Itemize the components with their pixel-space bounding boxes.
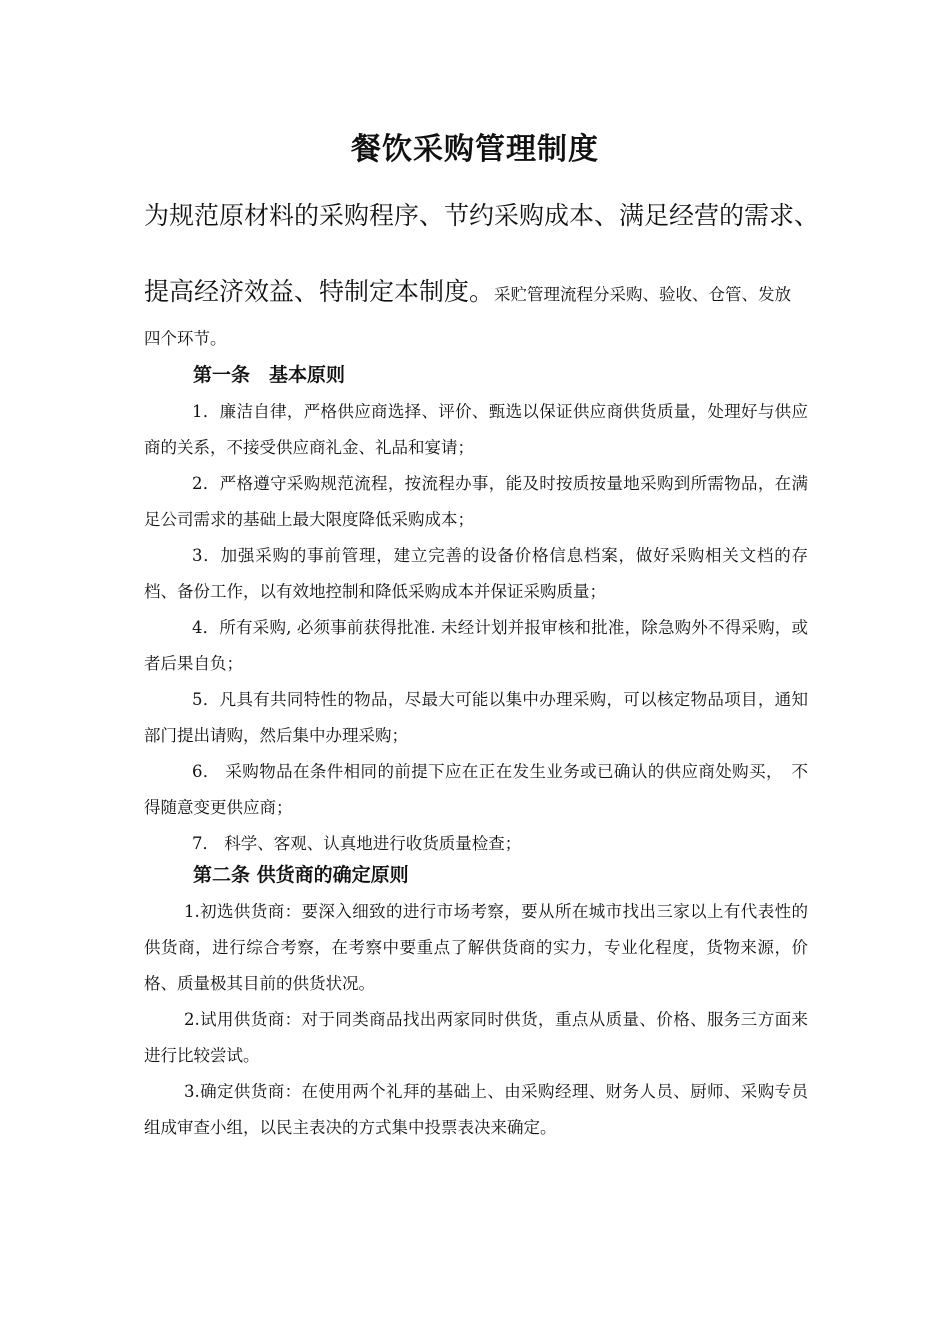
- section-2-item-2: 2.试用供货商：对于同类商品找出两家同时供货，重点从质量、价格、服务三方面来进行比较尝试。: [144, 1010, 808, 1065]
- intro-line-2: [144, 274, 824, 313]
- section-1-item-2: 2．严格遵守采购规范流程，按流程办事，能及时按质按量地采购到所需物品，在满足公司需求的基础上最大限度降低采购成本；: [144, 474, 808, 529]
- section-1-heading: 第一条 基本原则: [193, 364, 346, 386]
- intro-line-2-small: 采贮管理流程分采购、验收、仓管、发放: [494, 285, 792, 304]
- section-2-heading: 第二条 供货商的确定原则: [193, 864, 409, 886]
- section-1-item-3: 3．加强采购的事前管理，建立完善的设备价格信息档案，做好采购相关文档的存档、备份工作，以有效地控制和降低采购成本并保证采购质量；: [144, 546, 808, 601]
- section-1-item-5: 5．凡具有共同特性的物品，尽最大可能以集中办理采购，可以核定物品项目，通知部门提出请购，然后集中办理采购；: [144, 690, 808, 745]
- intro-line-1: 为规范原材料的采购程序、节约采购成本、满足经营的需求、: [144, 201, 820, 230]
- section-2-item-3: 3.确定供货商：在使用两个礼拜的基础上、由采购经理、财务人员、厨师、采购专员组成审查小组，以民主表决的方式集中投票表决来确定。: [144, 1082, 808, 1137]
- section-1-item-4: 4．所有采购, 必须事前获得批准. 未经计划并报审核和批准，除急购外不得采购，或者后果自负；: [144, 618, 808, 673]
- section-1-item-6: 6． 采购物品在条件相同的前提下应在正在发生业务或已确认的供应商处购买， 不得随意变更供应商；: [144, 762, 808, 817]
- section-2-item-1: 1.初选供货商：要深入细致的进行市场考察，要从所在城市找出三家以上有代表性的供货商，进行综合考察，在考察中要重点了解供货商的实力，专业化程度，货物来源，价格、质量极其目前的供货状况。: [144, 902, 808, 993]
- section-1-item-7: 7． 科学、客观、认真地进行收货质量检查；: [192, 834, 522, 853]
- intro-line-3: 四个环节。: [144, 329, 227, 348]
- intro-line-2-large: 提高经济效益、特制定本制度。: [144, 277, 495, 306]
- document-title: 餐饮采购管理制度: [351, 132, 599, 167]
- section-1-item-1: 1．廉洁自律，严格供应商选择、评价、甄选以保证供应商供货质量，处理好与供应商的关系，不接受供应商礼金、礼品和宴请；: [144, 402, 808, 457]
